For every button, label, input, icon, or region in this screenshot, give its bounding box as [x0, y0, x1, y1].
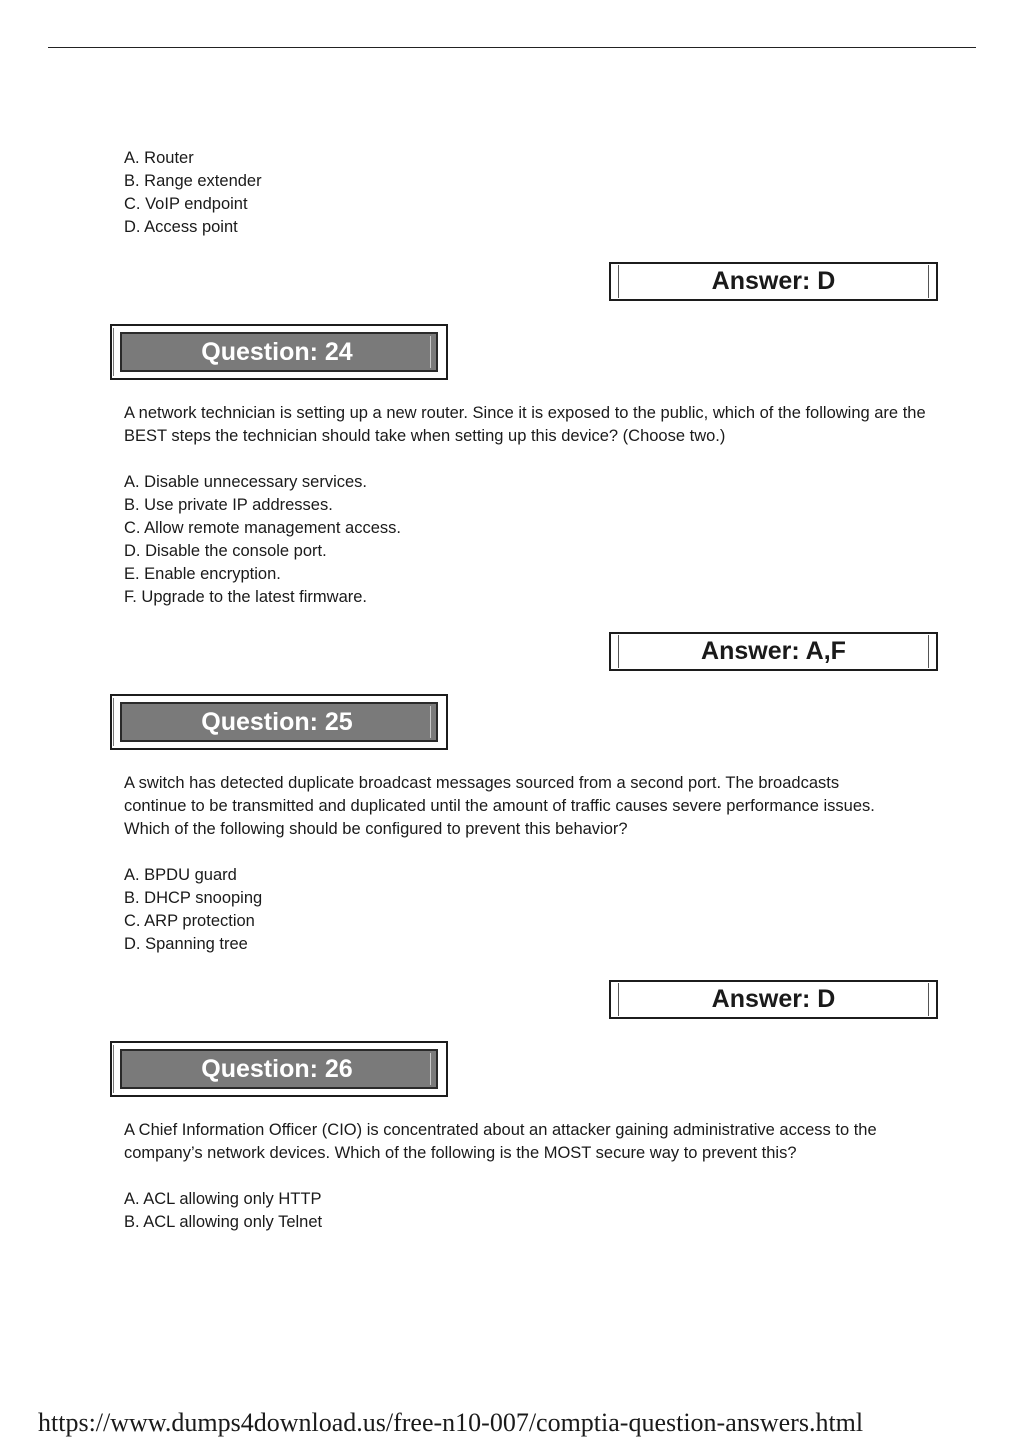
option-item: C. Allow remote management access.	[124, 519, 401, 537]
option-item: B. ACL allowing only Telnet	[124, 1213, 323, 1231]
question-body-line: Which of the following should be configured to prevent this behavior?	[124, 820, 628, 838]
q25-answer-box	[609, 980, 938, 1019]
q26-question-text	[124, 1119, 877, 1165]
option-item: D. Spanning tree	[124, 935, 248, 953]
question-body-line: company’s network devices. Which of the following is the MOST secure way to prevent this?	[124, 1144, 797, 1162]
answer-label: Answer: D	[711, 985, 836, 1013]
q24-question-text	[124, 402, 934, 448]
q25-banner	[110, 694, 448, 750]
banner-fill	[120, 332, 438, 372]
q26-options	[124, 1188, 322, 1234]
q23-answer-box	[609, 262, 938, 301]
question-title: Question: 25	[201, 707, 353, 736]
option-item: A. ACL allowing only HTTP	[124, 1190, 322, 1208]
option-item: E. Enable encryption.	[124, 565, 281, 583]
answer-label: Answer: A,F	[701, 637, 846, 665]
question-body: A network technician is setting up a new router. Since it is exposed to the public, which of the following are the BEST steps the technician should take when setting up this device? (Choose two.)	[124, 404, 926, 445]
q24-answer-box	[609, 632, 938, 671]
option-item: C. ARP protection	[124, 912, 255, 930]
option-item: F. Upgrade to the latest firmware.	[124, 588, 368, 606]
option-item: B. DHCP snooping	[124, 889, 263, 907]
question-body-line: continue to be transmitted and duplicated until the amount of traffic causes severe performance issues.	[124, 797, 875, 815]
option-item: A. Disable unnecessary services.	[124, 473, 368, 491]
banner-fill	[120, 1049, 438, 1089]
question-body-line: A switch has detected duplicate broadcast messages sourced from a second port. The broadcasts	[124, 774, 840, 792]
q23-options	[124, 147, 262, 239]
option-item: B. Range extender	[124, 172, 262, 190]
banner-fill	[120, 702, 438, 742]
question-title: Question: 26	[201, 1054, 353, 1083]
option-item: C. VoIP endpoint	[124, 195, 248, 213]
q25-options	[124, 864, 262, 956]
header-rule	[48, 47, 976, 48]
q26-banner	[110, 1041, 448, 1097]
option-item: B. Use private IP addresses.	[124, 496, 333, 514]
question-title: Question: 24	[201, 337, 353, 366]
question-body-line: A Chief Information Officer (CIO) is concentrated about an attacker gaining administrative access to the	[124, 1121, 877, 1139]
option-item: A. Router	[124, 149, 194, 167]
option-item: A. BPDU guard	[124, 866, 237, 884]
q24-options	[124, 471, 401, 609]
answer-label: Answer: D	[711, 267, 836, 295]
option-item: D. Access point	[124, 218, 238, 236]
footer-url-link[interactable]: https://www.dumps4download.us/free-n10-007/comptia-question-answers.html	[38, 1408, 864, 1437]
option-item: D. Disable the console port.	[124, 542, 327, 560]
q25-question-text	[124, 772, 875, 841]
q24-banner	[110, 324, 448, 380]
